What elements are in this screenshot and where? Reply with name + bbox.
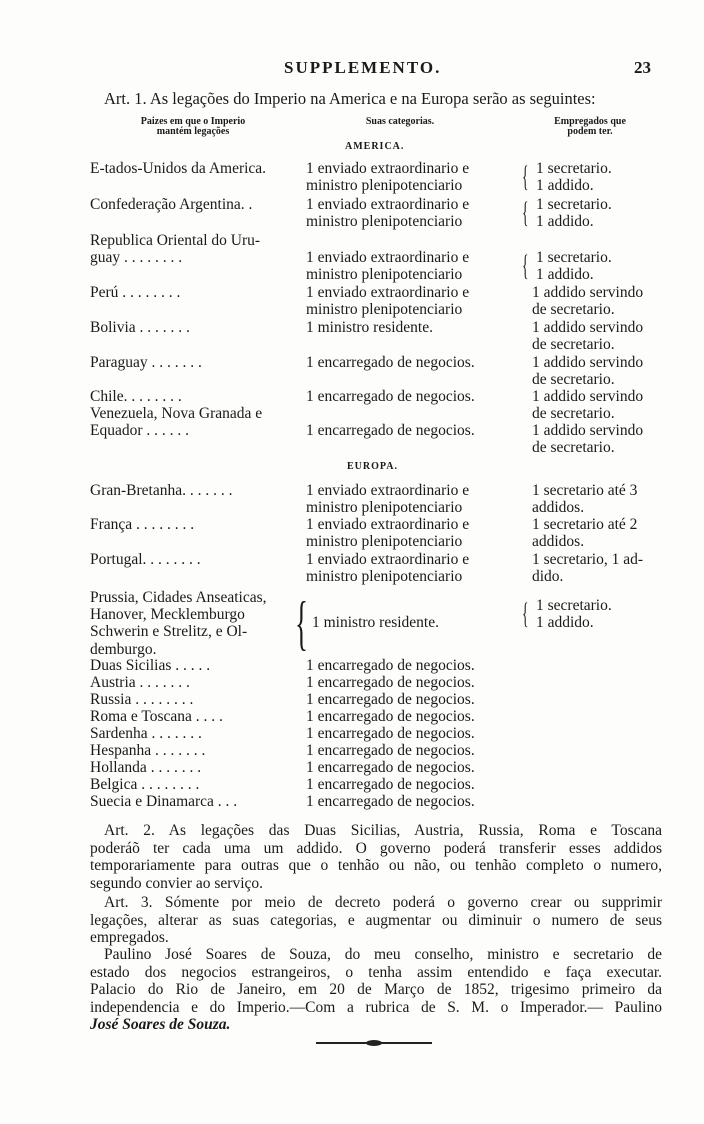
category-cell bbox=[306, 196, 469, 230]
cell-line: 1 encarregado de negocios. bbox=[306, 354, 475, 371]
paragraph bbox=[90, 946, 662, 1016]
cell-line: Hespanha . . . . . . . bbox=[90, 742, 206, 759]
cell-line: 1 addido servindo bbox=[532, 319, 644, 336]
country-cell bbox=[90, 405, 262, 439]
paragraph-line: Art. 2. As legações das Duas Sicilias, Austria, Russia, Roma e Toscana bbox=[104, 822, 662, 839]
cell-line: de secretario. bbox=[532, 371, 615, 389]
header-line: mantém legações bbox=[156, 126, 230, 137]
cell-line: 1 addido. bbox=[536, 177, 594, 195]
signature: José Soares de Souza. bbox=[90, 1016, 231, 1033]
country-cell bbox=[90, 708, 223, 725]
cell-line: Perú . . . . . . . . bbox=[90, 284, 181, 301]
cell-line: Bolivia . . . . . . . bbox=[90, 319, 190, 336]
cell-line: Gran-Bretanha. . . . . . . bbox=[90, 482, 233, 499]
country-cell bbox=[90, 551, 201, 568]
cell-line: ministro plenipotenciario bbox=[306, 266, 463, 284]
cell-line: ministro plenipotenciario bbox=[306, 177, 463, 195]
category-cell bbox=[306, 793, 475, 810]
category-cell bbox=[306, 759, 475, 776]
cell-line: 1 addido servindo bbox=[532, 422, 644, 440]
country-cell bbox=[90, 759, 201, 776]
cell-line: 1 encarregado de negocios. bbox=[306, 657, 475, 674]
cell-line: Schwerin e Strelitz, e Ol- bbox=[90, 623, 248, 641]
cell-line: Hanover, Mecklemburgo bbox=[90, 606, 245, 624]
cell-line: 1 enviado extraordinario e bbox=[306, 196, 470, 213]
category-cell bbox=[306, 160, 469, 194]
cell-line: ministro plenipotenciario bbox=[306, 499, 463, 517]
cell-line: addidos. bbox=[532, 533, 585, 551]
cell-line: Hollanda . . . . . . . bbox=[90, 759, 202, 776]
cell-line: ministro plenipotenciario bbox=[306, 533, 463, 551]
cell-line: Duas Sicilias . . . . . bbox=[90, 657, 211, 674]
cell-line: 1 ministro residente. bbox=[306, 319, 433, 336]
cell-line: de secretario. bbox=[532, 336, 615, 354]
employees-cell bbox=[532, 551, 643, 585]
country-cell bbox=[90, 691, 193, 708]
employees-cell bbox=[532, 405, 643, 457]
category-cell bbox=[306, 776, 475, 793]
ornament-divider bbox=[316, 1040, 432, 1046]
cell-line: 1 enviado extraordinario e bbox=[306, 249, 470, 267]
cell-line: E-tados-Unidos da America. bbox=[90, 160, 267, 177]
brace-icon: { bbox=[522, 160, 529, 193]
category-cell bbox=[306, 742, 475, 759]
country-cell bbox=[90, 776, 199, 793]
brace-icon: { bbox=[522, 597, 529, 630]
cell-line: 1 encarregado de negocios. bbox=[306, 691, 475, 708]
country-cell bbox=[90, 232, 260, 266]
country-cell bbox=[90, 657, 210, 674]
cell-line: 1 encarregado de negocios. bbox=[306, 742, 475, 759]
category-cell bbox=[306, 354, 475, 371]
cell-line bbox=[536, 232, 612, 249]
header-line: podem ter. bbox=[567, 126, 613, 137]
cell-line: 1 secretario até 3 bbox=[532, 482, 638, 499]
cell-line: addidos. bbox=[532, 499, 585, 517]
cell-line: 1 secretario. bbox=[536, 597, 612, 614]
cell-line: de secretario. bbox=[532, 405, 615, 423]
cell-line: Equador . . . . . . bbox=[90, 422, 190, 440]
page-title: SUPPLEMENTO. bbox=[284, 58, 442, 77]
country-cell bbox=[90, 793, 237, 810]
cell-line: 1 encarregado de negocios. bbox=[306, 793, 475, 810]
paragraph-line: empregados. bbox=[90, 929, 169, 946]
country-cell bbox=[90, 354, 202, 371]
cell-line: 1 addido servindo bbox=[532, 284, 644, 301]
paragraph-line: temporariamente para outras que o tenhão ou não, ou tenhão completo o numero, bbox=[90, 857, 662, 874]
country-cell bbox=[90, 742, 205, 759]
category-cell bbox=[306, 516, 469, 550]
cell-line: 1 encarregado de negocios. bbox=[306, 776, 475, 793]
country-cell bbox=[90, 319, 190, 336]
category-cell bbox=[306, 551, 469, 585]
cell-line: dido. bbox=[532, 568, 564, 586]
cell-line: ministro plenipotenciario bbox=[306, 301, 463, 319]
paragraph-line: Paulino José Soares de Souza, do meu conselho, ministro e secretario de bbox=[104, 946, 662, 963]
employees-cell bbox=[536, 160, 612, 194]
cell-line: Suecia e Dinamarca . . . bbox=[90, 793, 238, 810]
category-cell bbox=[306, 405, 475, 439]
cell-line: de secretario. bbox=[532, 439, 615, 457]
cell-line: 1 secretario. bbox=[536, 160, 612, 177]
employees-cell bbox=[532, 482, 637, 516]
page-number: 23 bbox=[634, 58, 651, 77]
cell-line: 1 addido servindo bbox=[532, 388, 644, 405]
cell-line: Russia . . . . . . . . bbox=[90, 691, 194, 708]
employees-cell bbox=[532, 516, 637, 550]
cell-line bbox=[312, 597, 439, 614]
cell-line: 1 encarregado de negocios. bbox=[306, 388, 475, 405]
brace-icon: { bbox=[295, 590, 308, 656]
cell-line: 1 enviado extraordinario e bbox=[306, 284, 470, 301]
paragraph-line: legações, alterar as suas categorias, e augmentar ou diminuir o numero de seus bbox=[90, 911, 662, 929]
cell-line: ministro plenipotenciario bbox=[306, 213, 463, 231]
employees-cell bbox=[536, 232, 612, 284]
section-america: AMERICA. bbox=[345, 141, 405, 152]
category-cell bbox=[306, 388, 475, 405]
category-cell bbox=[306, 708, 475, 725]
employees-cell bbox=[532, 354, 643, 388]
category-cell bbox=[306, 725, 475, 742]
country-cell bbox=[90, 388, 182, 405]
country-cell bbox=[90, 674, 190, 691]
header-line: Empregados que bbox=[554, 116, 626, 127]
employees-cell bbox=[536, 597, 612, 631]
cell-line: Republica Oriental do Uru- bbox=[90, 232, 261, 249]
category-cell bbox=[312, 597, 439, 631]
cell-line bbox=[306, 405, 475, 422]
paragraph-line: independencia e do Imperio.—Com a rubrica de S. M. o Imperador.— Paulino bbox=[90, 998, 662, 1016]
category-cell bbox=[306, 674, 475, 691]
cell-line: Roma e Toscana . . . . bbox=[90, 708, 223, 725]
cell-line: Portugal. . . . . . . . bbox=[90, 551, 201, 568]
cell-line: 1 secretario. bbox=[536, 249, 612, 267]
cell-line: 1 addido. bbox=[536, 614, 594, 632]
employees-cell bbox=[532, 319, 643, 353]
category-cell bbox=[306, 232, 469, 284]
country-cell bbox=[90, 160, 266, 177]
paragraph-line: Palacio do Rio de Janeiro, em 20 de Março de 1852, trigesimo primeiro da bbox=[90, 981, 662, 998]
cell-line: Austria . . . . . . . bbox=[90, 674, 190, 691]
cell-line: 1 addido. bbox=[536, 266, 594, 284]
employees-cell bbox=[532, 284, 643, 318]
country-cell bbox=[90, 725, 202, 742]
cell-line: 1 encarregado de negocios. bbox=[306, 674, 475, 691]
section-europa: EUROPA. bbox=[347, 461, 398, 472]
paragraph bbox=[90, 894, 662, 947]
category-cell bbox=[306, 691, 475, 708]
cell-line: Sardenha . . . . . . . bbox=[90, 725, 202, 742]
paragraph bbox=[90, 822, 662, 892]
category-cell bbox=[306, 657, 475, 674]
cell-line bbox=[532, 405, 643, 422]
cell-line: 1 encarregado de negocios. bbox=[306, 759, 475, 776]
cell-line: Belgica . . . . . . . . bbox=[90, 776, 200, 793]
article-1-intro: Art. 1. As legações do Imperio na America e na Europa serão as seguintes: bbox=[104, 89, 596, 108]
cell-line: 1 enviado extraordinario e bbox=[306, 516, 470, 533]
category-cell bbox=[306, 482, 469, 516]
brace-icon: { bbox=[522, 196, 529, 229]
cell-line: Paraguay . . . . . . . bbox=[90, 354, 202, 371]
country-cell bbox=[90, 516, 194, 533]
cell-line: 1 secretario até 2 bbox=[532, 516, 638, 533]
country-cell bbox=[90, 284, 180, 301]
paragraph-line: poderáõ ter cada uma um addido. O governo poderá transferir esses addidos bbox=[90, 839, 662, 857]
cell-line: guay . . . . . . . . bbox=[90, 249, 183, 267]
cell-line: Chile. . . . . . . . bbox=[90, 388, 182, 405]
category-cell bbox=[306, 319, 433, 336]
country-cell bbox=[90, 482, 232, 499]
brace-icon: { bbox=[522, 249, 529, 282]
country-cell bbox=[90, 196, 252, 213]
column-header-category: Suas categorias. bbox=[365, 116, 435, 127]
cell-line: 1 enviado extraordinario e bbox=[306, 160, 470, 177]
cell-line: 1 enviado extraordinario e bbox=[306, 551, 470, 568]
column-header-employees bbox=[540, 117, 640, 137]
paragraph-line: estado dos negocios estrangeiros, o tenha assim entendido e faça executar. bbox=[90, 963, 662, 981]
cell-line: 1 enviado extraordinario e bbox=[306, 482, 470, 499]
cell-line: Prussia, Cidades Anseaticas, bbox=[90, 589, 267, 606]
cell-line: ministro plenipotenciario bbox=[306, 568, 463, 586]
cell-line: 1 secretario, 1 ad- bbox=[532, 551, 644, 568]
cell-line: Venezuela, Nova Granada e bbox=[90, 405, 263, 422]
paragraph-line: segundo convier ao serviço. bbox=[90, 874, 264, 892]
cell-line: 1 ministro residente. bbox=[312, 614, 439, 632]
column-header-country bbox=[118, 117, 268, 137]
cell-line: 1 addido servindo bbox=[532, 354, 644, 371]
header-line: Paizes em que o Imperio bbox=[140, 116, 246, 127]
category-cell bbox=[306, 284, 469, 318]
cell-line: de secretario. bbox=[532, 301, 615, 319]
cell-line bbox=[306, 232, 469, 249]
cell-line: 1 secretario. bbox=[536, 196, 612, 213]
employees-cell bbox=[536, 196, 612, 230]
cell-line: 1 encarregado de negocios. bbox=[306, 725, 475, 742]
country-cell bbox=[90, 589, 267, 658]
cell-line: França . . . . . . . . bbox=[90, 516, 195, 533]
cell-line: 1 addido. bbox=[536, 213, 594, 231]
cell-line: 1 encarregado de negocios. bbox=[306, 708, 475, 725]
cell-line: demburgo. bbox=[90, 640, 157, 658]
cell-line: 1 encarregado de negocios. bbox=[306, 422, 475, 440]
cell-line: Confederação Argentina. . bbox=[90, 196, 253, 213]
paragraph-line: Art. 3. Sómente por meio de decreto poderá o governo crear ou supprimir bbox=[104, 894, 662, 911]
